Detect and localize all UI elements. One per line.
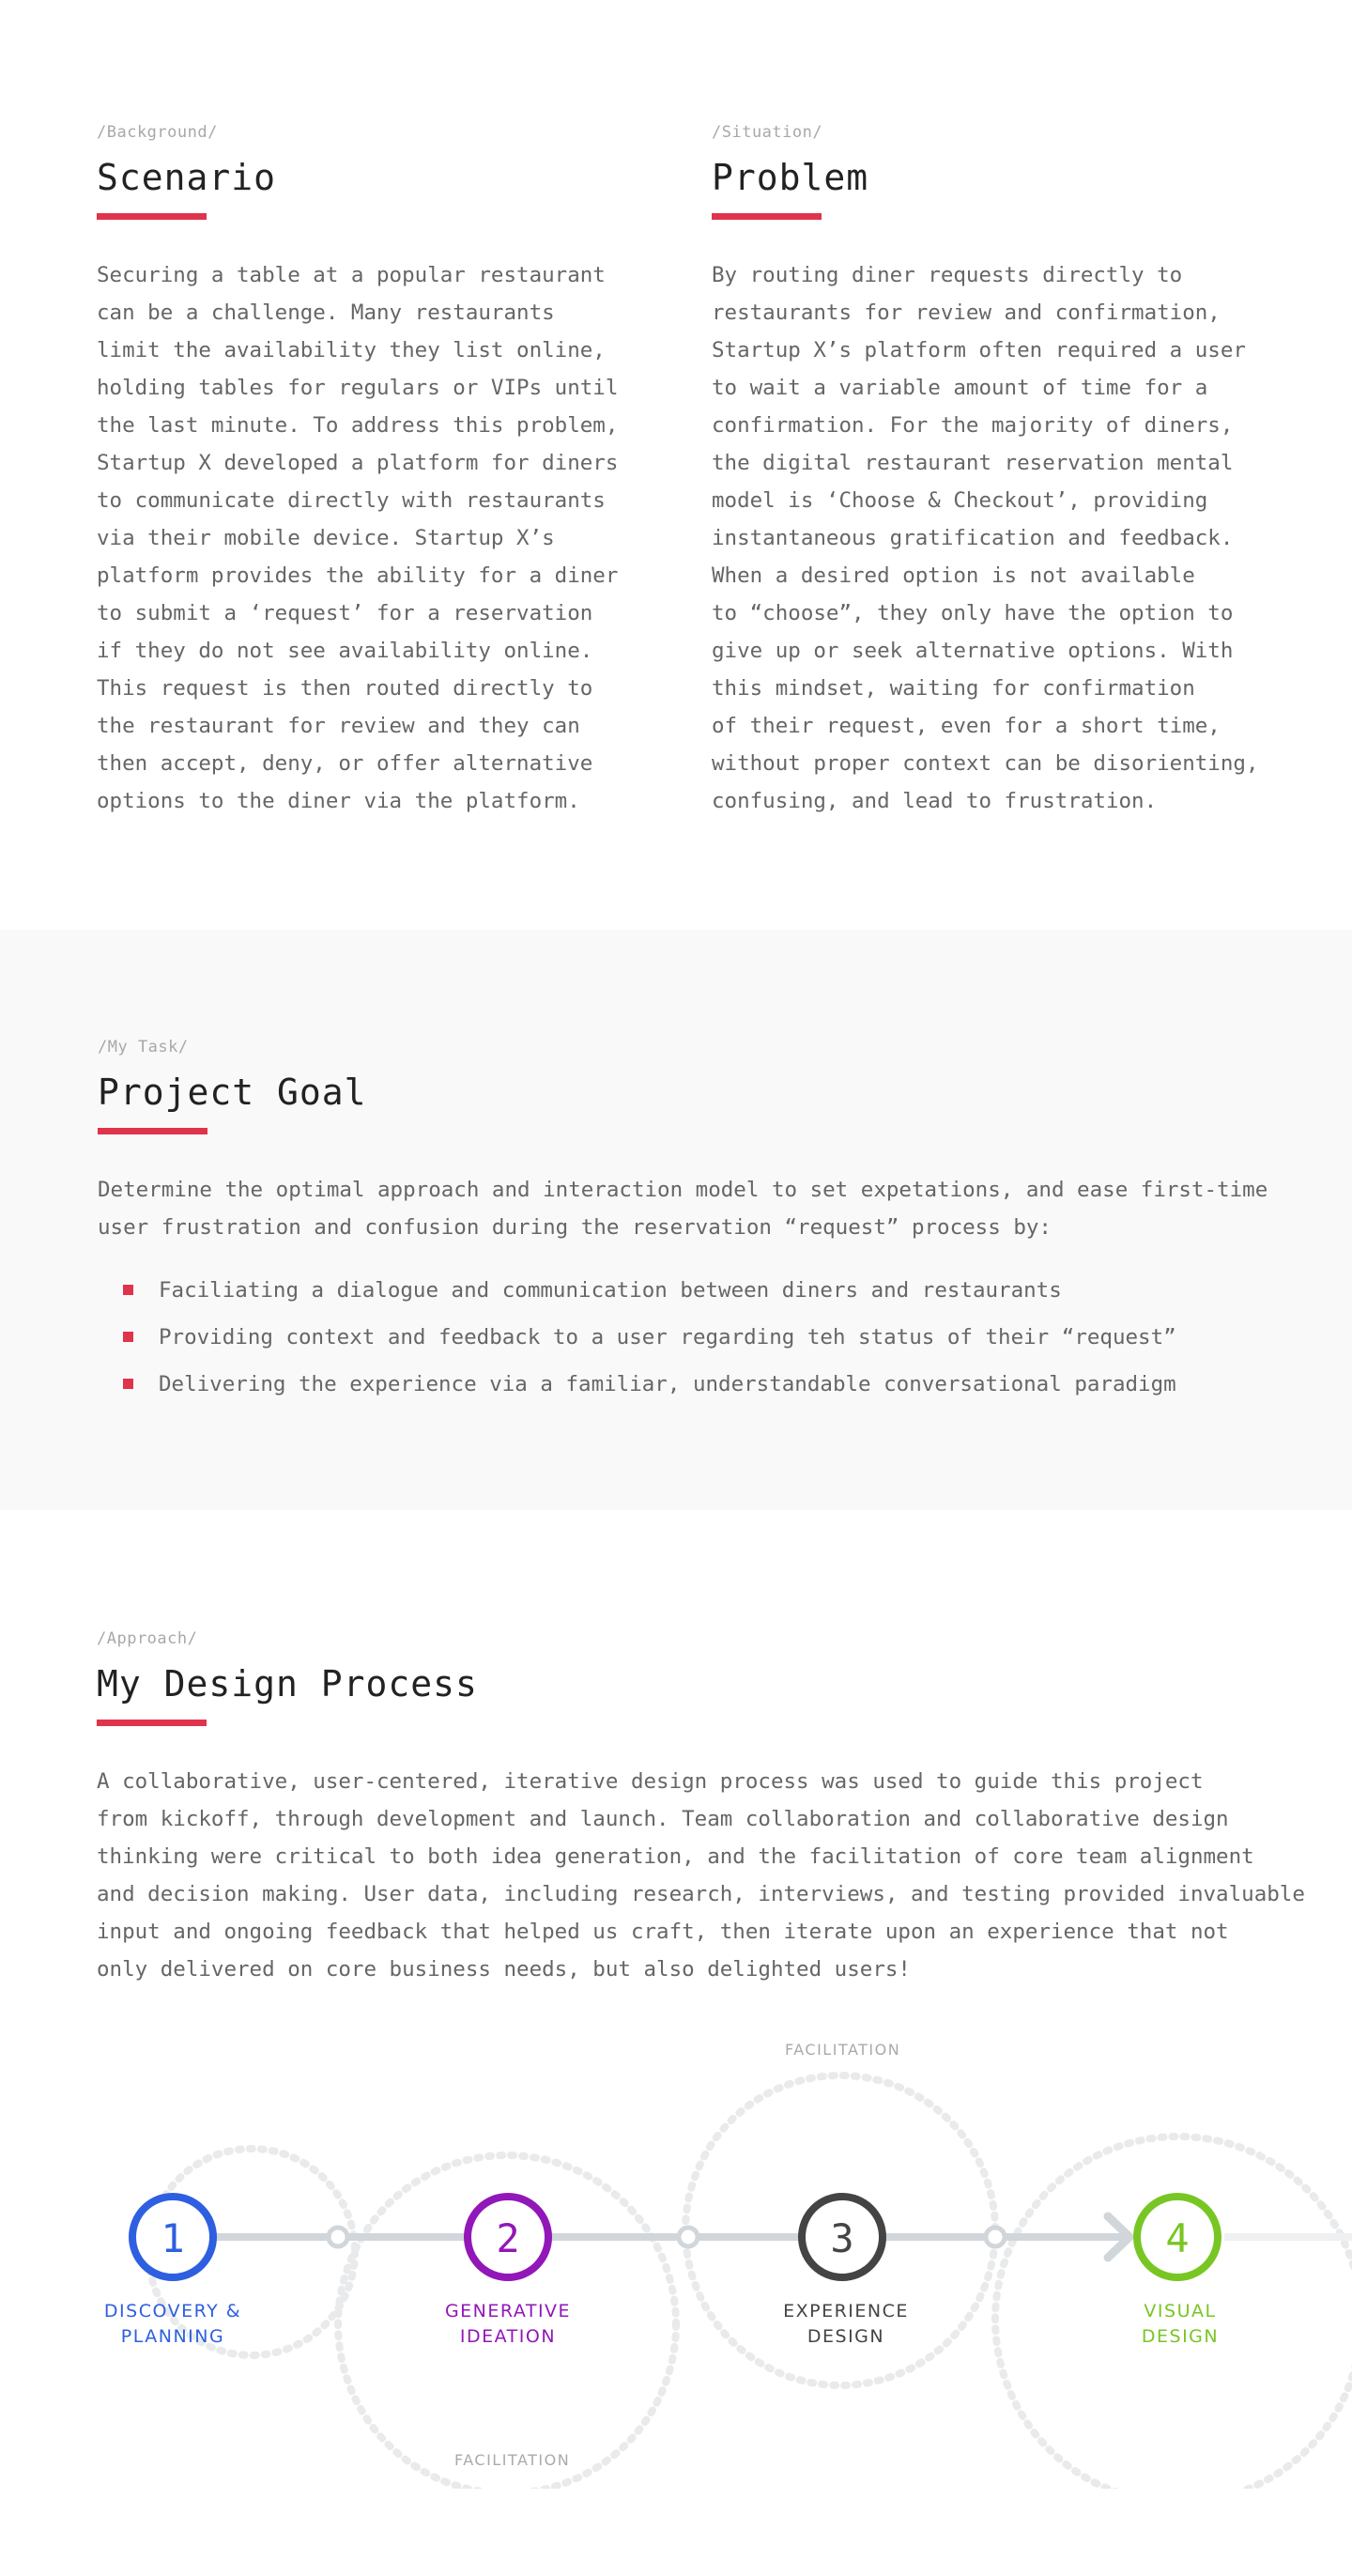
problem-line: to wait a variable amount of time for a	[712, 376, 1208, 400]
scenario-line: options to the diner via the platform.	[97, 789, 580, 813]
scenario-column	[97, 123, 641, 820]
bullet-square-icon	[123, 1332, 133, 1342]
process-column	[97, 1629, 1317, 1988]
list-item	[123, 1361, 1281, 1408]
scenario-line: then accept, deny, or offer alternative	[97, 751, 593, 776]
scenario-line: to communicate directly with restaurants	[97, 488, 606, 513]
scenario-line: limit the availability they list online,	[97, 338, 606, 362]
step-3-label	[752, 2299, 940, 2350]
step-4-circle	[1137, 2197, 1218, 2277]
list-item	[123, 1314, 1281, 1361]
step-2-label	[414, 2299, 602, 2350]
goal-body	[98, 1171, 1281, 1246]
goal-bullet-text: Faciliating a dialogue and communication between diners and restaurants	[159, 1278, 1062, 1303]
process-line: and decision making. User data, including research, interviews, and testing provided invaluable	[97, 1882, 1305, 1906]
problem-line: confirmation. For the majority of diners,	[712, 413, 1234, 438]
process-line: thinking were critical to both idea generation, and the facilitation of core team alignment	[97, 1844, 1254, 1869]
timeline-node	[986, 2228, 1005, 2246]
step-1-label	[79, 2299, 267, 2350]
step-2-circle	[468, 2197, 548, 2277]
bullet-square-icon	[123, 1379, 133, 1389]
step-4-label	[1086, 2299, 1274, 2350]
process-line: input and ongoing feedback that helped us craft, then iterate upon an experience that not	[97, 1920, 1229, 1944]
problem-line: model is ‘Choose & Checkout’, providing	[712, 488, 1208, 513]
scenario-line: to submit a ‘request’ for a reservation	[97, 601, 593, 625]
list-item	[123, 1267, 1281, 1314]
step-label-line: DESIGN	[807, 2326, 885, 2347]
process-title: My Design Process	[97, 1663, 478, 1704]
problem-eyebrow: /Situation/	[712, 123, 823, 142]
process-body	[97, 1763, 1317, 1988]
problem-body	[712, 256, 1294, 820]
step-number: 1	[161, 2215, 185, 2261]
problem-line: this mindset, waiting for confirmation	[712, 676, 1195, 701]
problem-line: restaurants for review and confirmation,	[712, 301, 1221, 325]
scenario-line: if they do not see availability online.	[97, 639, 593, 663]
step-label-line: IDEATION	[459, 2326, 557, 2347]
step-1-circle	[132, 2197, 213, 2277]
design-process-diagram	[0, 2019, 1352, 2489]
problem-line: Startup X’s platform often required a user	[712, 338, 1246, 362]
facilitation-loops	[148, 2075, 1352, 2489]
step-label-line: PLANNING	[120, 2326, 225, 2347]
goal-bullet-text: Delivering the experience via a familiar, understandable conversational paradigm	[159, 1372, 1176, 1396]
scenario-line: the last minute. To address this problem,	[97, 413, 619, 438]
step-3-circle	[802, 2197, 883, 2277]
problem-line: When a desired option is not available	[712, 563, 1195, 588]
goal-column	[98, 1038, 1281, 1408]
scenario-line: the restaurant for review and they can	[97, 714, 580, 738]
process-diagram-graphic	[0, 2019, 1352, 2489]
problem-line: give up or seek alternative options. With	[712, 639, 1234, 663]
timeline-node	[679, 2228, 698, 2246]
step-label-line: DISCOVERY &	[103, 2301, 242, 2321]
scenario-title: Scenario	[97, 157, 277, 198]
problem-line: the digital restaurant reservation mental	[712, 451, 1234, 475]
scenario-line: platform provides the ability for a diner	[97, 563, 619, 588]
step-number: 3	[830, 2215, 854, 2261]
timeline-node	[329, 2228, 347, 2246]
scenario-line: Startup X developed a platform for diners	[97, 451, 619, 475]
step-number: 4	[1165, 2215, 1190, 2261]
goal-title: Project Goal	[98, 1072, 367, 1113]
process-eyebrow: /Approach/	[97, 1629, 198, 1648]
goal-bullet-text: Providing context and feedback to a user regarding teh status of their “request”	[159, 1325, 1176, 1350]
step-number: 2	[496, 2215, 520, 2261]
scenario-line: via their mobile device. Startup X’s	[97, 526, 555, 550]
problem-line: By routing diner requests directly to	[712, 263, 1183, 287]
process-line: A collaborative, user-centered, iterative design process was used to guide this project	[97, 1769, 1204, 1794]
scenario-line: can be a challenge. Many restaurants	[97, 301, 555, 325]
problem-column	[712, 123, 1294, 820]
scenario-line: This request is then routed directly to	[97, 676, 593, 701]
goal-line: user frustration and confusion during the reservation “request” process by:	[98, 1215, 1052, 1240]
goal-line: Determine the optimal approach and interaction model to set expetations, and ease first-time	[98, 1178, 1268, 1202]
problem-line: instantaneous gratification and feedback.	[712, 526, 1234, 550]
scenario-eyebrow: /Background/	[97, 123, 218, 142]
bullet-square-icon	[123, 1285, 133, 1295]
goal-section	[0, 930, 1352, 1510]
process-title-underline	[97, 1720, 207, 1726]
step-label-line: DESIGN	[1141, 2326, 1220, 2347]
step-label-line: GENERATIVE	[444, 2301, 572, 2321]
problem-title-underline	[712, 213, 822, 220]
step-label-line: VISUAL	[1144, 2301, 1217, 2321]
scenario-title-underline	[97, 213, 207, 220]
intro-section	[0, 0, 1352, 930]
goal-title-underline	[98, 1128, 207, 1134]
facilitation-label-top: FACILITATION	[785, 2041, 901, 2059]
step-label-line: EXPERIENCE	[783, 2301, 909, 2321]
problem-line: without proper context can be disorienting,	[712, 751, 1259, 776]
process-line: only delivered on core business needs, but also delighted users!	[97, 1957, 911, 1982]
problem-line: to “choose”, they only have the option to	[712, 601, 1234, 625]
scenario-body	[97, 256, 641, 820]
scenario-line: Securing a table at a popular restaurant	[97, 263, 606, 287]
scenario-line: holding tables for regulars or VIPs until	[97, 376, 619, 400]
goal-bullet-list	[98, 1267, 1281, 1408]
problem-line: of their request, even for a short time,	[712, 714, 1221, 738]
problem-line: confusing, and lead to frustration.	[712, 789, 1158, 813]
problem-title: Problem	[712, 157, 869, 198]
facilitation-label-bottom: FACILITATION	[454, 2451, 571, 2469]
goal-eyebrow: /My Task/	[98, 1038, 189, 1057]
process-line: from kickoff, through development and launch. Team collaboration and collaborative design	[97, 1807, 1229, 1831]
